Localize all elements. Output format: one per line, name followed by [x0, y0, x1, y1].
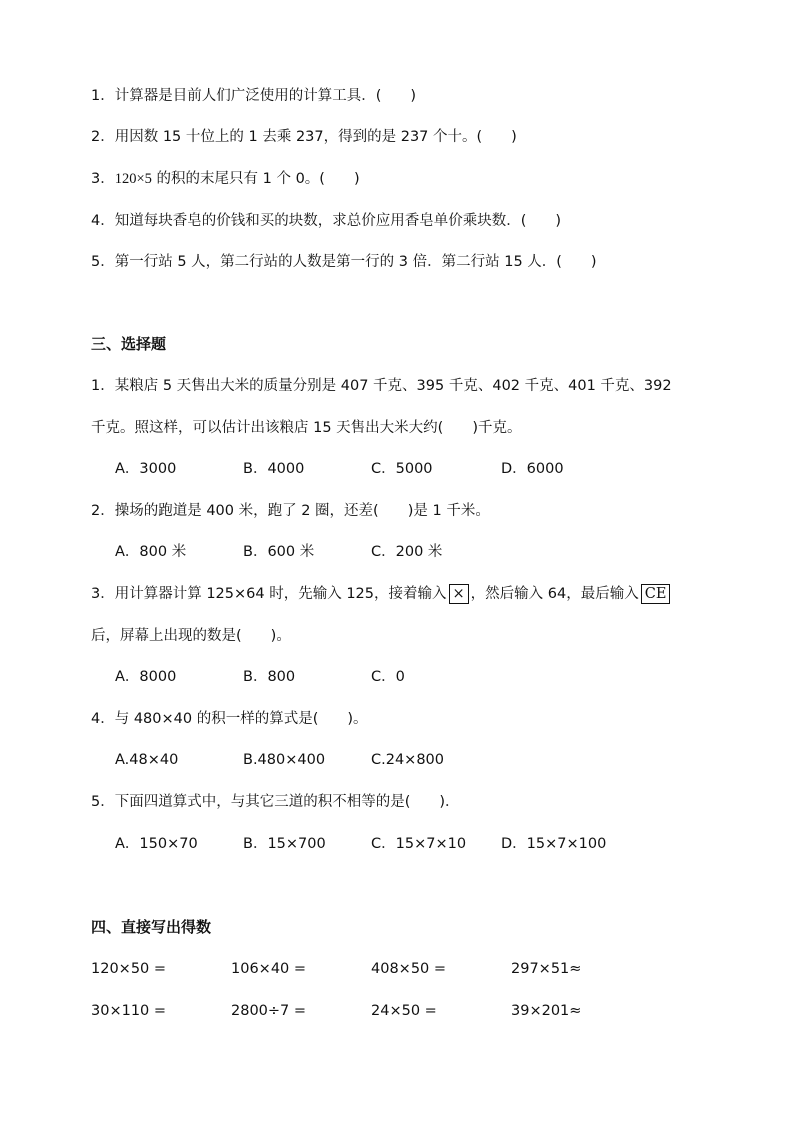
calc-item: 408×50 = — [371, 961, 447, 977]
calc-item: 106×40 = — [231, 961, 307, 977]
choice-q3-line1 — [91, 584, 672, 604]
choice-q3-part1: 3．用计算器计算 125×64 时，先输入 125，接着输入 — [91, 586, 447, 602]
choice-q4-option-c: C.24×800 — [371, 752, 445, 768]
section-3-title: 三、选择题 — [91, 335, 167, 353]
choice-q1-option-d: D．6000 — [501, 461, 564, 477]
choice-q1-line2: 千克。照这样，可以估计出该粮店 15 天售出大米大约( )千克。 — [91, 420, 522, 436]
judge-question-3 — [91, 169, 360, 189]
calc-item: 297×51≈ — [511, 961, 582, 977]
judge-question-3-text: 的积的末尾只有 1 个 0。( ) — [151, 171, 360, 187]
choice-q5-option-d: D．15×7×100 — [501, 836, 607, 852]
choice-q4-option-b: B.480×400 — [243, 752, 326, 768]
choice-q2-option-a: A．800 米 — [115, 544, 187, 560]
judge-question-5: 5．第一行站 5 人，第二行站的人数是第一行的 3 倍．第二行站 15 人．( ) — [91, 254, 597, 270]
choice-q5-option-b: B．15×700 — [243, 836, 326, 852]
choice-q5-option-c: C．15×7×10 — [371, 836, 467, 852]
choice-q3-line2: 后，屏幕上出现的数是( )。 — [91, 628, 291, 644]
choice-q3-option-b: B．800 — [243, 669, 296, 685]
section-4-title: 四、直接写出得数 — [91, 918, 212, 936]
choice-q5-text: 5．下面四道算式中，与其它三道的积不相等的是( )． — [91, 794, 460, 810]
judge-question-4: 4．知道每块香皂的价钱和买的块数，求总价应用香皂单价乘块数．( ) — [91, 213, 562, 229]
calc-item: 30×110 = — [91, 1003, 167, 1019]
choice-q2-option-b: B．600 米 — [243, 544, 315, 560]
ce-key-box: CE — [641, 584, 671, 604]
judge-question-3-number: 3． — [91, 171, 115, 187]
choice-q4-text: 4．与 480×40 的积一样的算式是( )。 — [91, 711, 368, 727]
choice-q1-line1: 1．某粮店 5 天售出大米的质量分别是 407 千克、395 千克、402 千克、401 千克、392 — [91, 378, 672, 394]
judge-question-1: 1．计算器是目前人们广泛使用的计算工具．( ) — [91, 88, 417, 104]
calc-item: 2800÷7 = — [231, 1003, 307, 1019]
judge-question-2: 2．用因数 15 十位上的 1 去乘 237，得到的是 237 个十。( ) — [91, 129, 517, 145]
multiply-key-box: × — [449, 584, 469, 604]
choice-q3-part2: ，然后输入 64，最后输入 — [470, 586, 639, 602]
judge-question-3-expression: 120×5 — [114, 171, 152, 187]
choice-q2-option-c: C．200 米 — [371, 544, 443, 560]
choice-q1-option-c: C．5000 — [371, 461, 433, 477]
choice-q1-option-a: A．3000 — [115, 461, 177, 477]
calc-item: 24×50 = — [371, 1003, 437, 1019]
calc-item: 39×201≈ — [511, 1003, 582, 1019]
choice-q4-option-a: A.48×40 — [115, 752, 179, 768]
choice-q5-option-a: A．150×70 — [115, 836, 198, 852]
choice-q1-option-b: B．4000 — [243, 461, 305, 477]
choice-q3-option-a: A．8000 — [115, 669, 177, 685]
choice-q3-option-c: C．0 — [371, 669, 405, 685]
choice-q2-text: 2．操场的跑道是 400 米，跑了 2 圈，还差( )是 1 千米。 — [91, 503, 490, 519]
calc-item: 120×50 = — [91, 961, 167, 977]
